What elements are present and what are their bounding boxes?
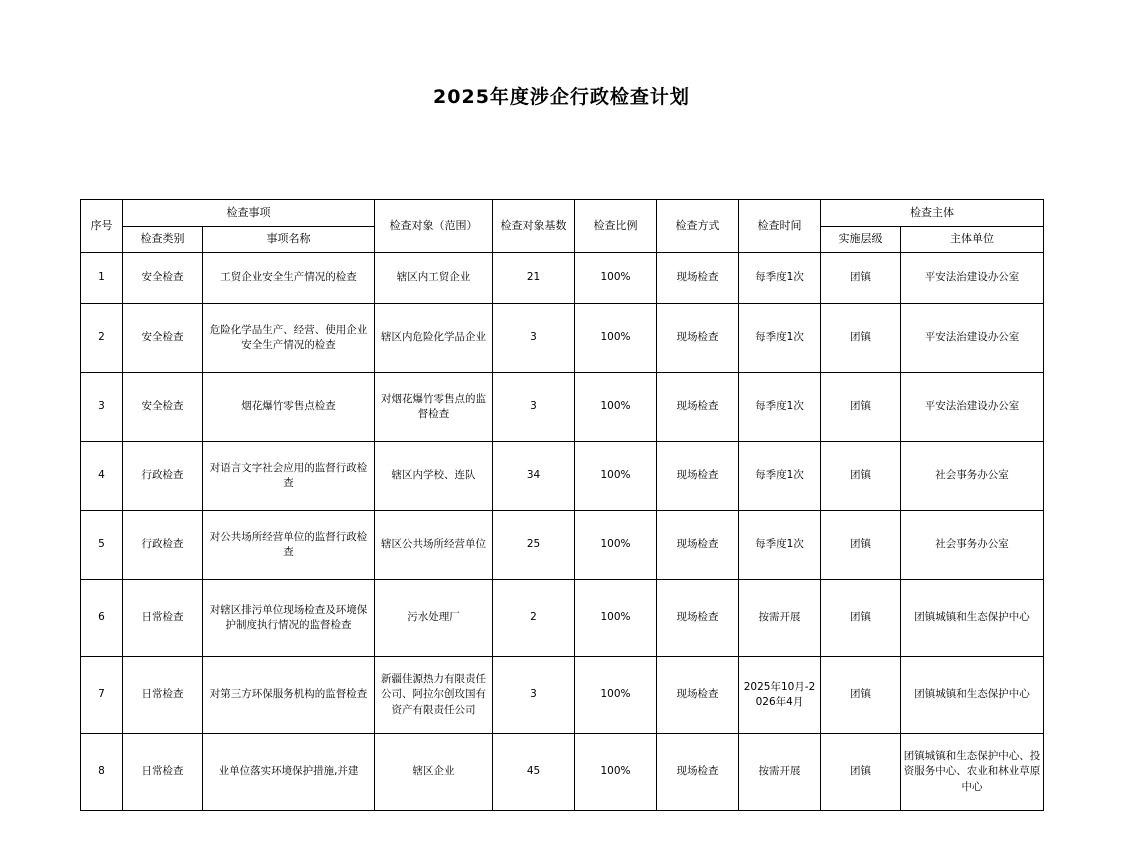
cell-unit: 团镇城镇和生态保护中心 — [901, 657, 1044, 734]
cell-method: 现场检查 — [657, 511, 739, 580]
cell-seq: 3 — [81, 373, 123, 442]
cell-method: 现场检查 — [657, 734, 739, 811]
cell-method: 现场检查 — [657, 253, 739, 304]
cell-unit: 平安法治建设办公室 — [901, 373, 1044, 442]
cell-item-name: 危险化学品生产、经营、使用企业安全生产情况的检查 — [203, 304, 375, 373]
header-inspection-matters: 检查事项 — [123, 200, 375, 227]
cell-time: 每季度1次 — [739, 442, 821, 511]
cell-unit: 平安法治建设办公室 — [901, 253, 1044, 304]
cell-level: 团镇 — [821, 511, 901, 580]
cell-item-name: 烟花爆竹零售点检查 — [203, 373, 375, 442]
table-row — [81, 304, 1044, 373]
cell-item-name: 工贸企业安全生产情况的检查 — [203, 253, 375, 304]
header-method: 检查方式 — [657, 200, 739, 253]
cell-level: 团镇 — [821, 304, 901, 373]
cell-object-scope: 辖区公共场所经营单位 — [375, 511, 493, 580]
header-seq: 序号 — [81, 200, 123, 253]
cell-method: 现场检查 — [657, 657, 739, 734]
cell-unit: 平安法治建设办公室 — [901, 304, 1044, 373]
header-object-scope: 检查对象（范围） — [375, 200, 493, 253]
cell-category: 安全检查 — [123, 304, 203, 373]
cell-seq: 2 — [81, 304, 123, 373]
cell-object-base: 3 — [493, 657, 575, 734]
header-row-top — [81, 200, 1044, 227]
inspection-plan-table-wrapper — [80, 199, 1043, 811]
cell-object-base: 2 — [493, 580, 575, 657]
cell-level: 团镇 — [821, 580, 901, 657]
cell-item-name: 对第三方环保服务机构的监督检查 — [203, 657, 375, 734]
cell-method: 现场检查 — [657, 580, 739, 657]
header-subject: 检查主体 — [821, 200, 1044, 227]
cell-unit: 社会事务办公室 — [901, 511, 1044, 580]
cell-object-scope: 新疆佳源热力有限责任公司、阿拉尔创玫国有资产有限责任公司 — [375, 657, 493, 734]
cell-category: 安全检查 — [123, 373, 203, 442]
cell-ratio: 100% — [575, 442, 657, 511]
cell-object-base: 3 — [493, 304, 575, 373]
cell-seq: 4 — [81, 442, 123, 511]
table-row — [81, 442, 1044, 511]
cell-object-scope: 辖区内危险化学品企业 — [375, 304, 493, 373]
cell-level: 团镇 — [821, 253, 901, 304]
cell-object-scope: 辖区内学校、连队 — [375, 442, 493, 511]
cell-ratio: 100% — [575, 734, 657, 811]
table-row — [81, 373, 1044, 442]
document-page — [0, 82, 1123, 861]
cell-object-scope: 辖区内工贸企业 — [375, 253, 493, 304]
cell-level: 团镇 — [821, 734, 901, 811]
cell-object-base: 3 — [493, 373, 575, 442]
cell-level: 团镇 — [821, 657, 901, 734]
cell-object-base: 34 — [493, 442, 575, 511]
cell-seq: 7 — [81, 657, 123, 734]
cell-category: 日常检查 — [123, 657, 203, 734]
cell-category: 行政检查 — [123, 442, 203, 511]
table-row — [81, 511, 1044, 580]
header-ratio: 检查比例 — [575, 200, 657, 253]
cell-unit: 团镇城镇和生态保护中心、投资服务中心、农业和林业草原中心 — [901, 734, 1044, 811]
cell-time: 每季度1次 — [739, 511, 821, 580]
cell-method: 现场检查 — [657, 442, 739, 511]
cell-time: 每季度1次 — [739, 253, 821, 304]
header-time: 检查时间 — [739, 200, 821, 253]
cell-item-name: 对辖区排污单位现场检查及环境保护制度执行情况的监督检查 — [203, 580, 375, 657]
header-unit: 主体单位 — [901, 226, 1044, 253]
cell-object-base: 45 — [493, 734, 575, 811]
inspection-plan-table — [80, 199, 1044, 811]
header-item-name: 事项名称 — [203, 226, 375, 253]
header-category: 检查类别 — [123, 226, 203, 253]
table-row — [81, 580, 1044, 657]
cell-unit: 团镇城镇和生态保护中心 — [901, 580, 1044, 657]
header-level: 实施层级 — [821, 226, 901, 253]
cell-item-name: 对语言文字社会应用的监督行政检查 — [203, 442, 375, 511]
table-row — [81, 734, 1044, 811]
cell-item-name: 业单位落实环境保护措施,并建 — [203, 734, 375, 811]
cell-seq: 8 — [81, 734, 123, 811]
cell-time: 按需开展 — [739, 734, 821, 811]
cell-time: 按需开展 — [739, 580, 821, 657]
cell-level: 团镇 — [821, 373, 901, 442]
cell-category: 行政检查 — [123, 511, 203, 580]
cell-category: 日常检查 — [123, 734, 203, 811]
header-object-base: 检查对象基数 — [493, 200, 575, 253]
cell-object-base: 25 — [493, 511, 575, 580]
cell-ratio: 100% — [575, 580, 657, 657]
cell-unit: 社会事务办公室 — [901, 442, 1044, 511]
cell-time: 每季度1次 — [739, 304, 821, 373]
cell-item-name: 对公共场所经营单位的监督行政检查 — [203, 511, 375, 580]
cell-seq: 6 — [81, 580, 123, 657]
cell-object-scope: 辖区企业 — [375, 734, 493, 811]
cell-ratio: 100% — [575, 253, 657, 304]
cell-level: 团镇 — [821, 442, 901, 511]
cell-time: 每季度1次 — [739, 373, 821, 442]
table-body — [81, 253, 1044, 811]
cell-object-base: 21 — [493, 253, 575, 304]
cell-ratio: 100% — [575, 511, 657, 580]
cell-time: 2025年10月-2026年4月 — [739, 657, 821, 734]
cell-object-scope: 对烟花爆竹零售点的监督检查 — [375, 373, 493, 442]
cell-seq: 5 — [81, 511, 123, 580]
cell-category: 日常检查 — [123, 580, 203, 657]
page-title: 2025年度涉企行政检查计划 — [433, 86, 690, 108]
cell-method: 现场检查 — [657, 373, 739, 442]
table-header — [81, 200, 1044, 253]
table-row — [81, 253, 1044, 304]
cell-ratio: 100% — [575, 373, 657, 442]
cell-seq: 1 — [81, 253, 123, 304]
cell-ratio: 100% — [575, 657, 657, 734]
table-row — [81, 657, 1044, 734]
cell-method: 现场检查 — [657, 304, 739, 373]
cell-category: 安全检查 — [123, 253, 203, 304]
cell-object-scope: 污水处理厂 — [375, 580, 493, 657]
cell-ratio: 100% — [575, 304, 657, 373]
